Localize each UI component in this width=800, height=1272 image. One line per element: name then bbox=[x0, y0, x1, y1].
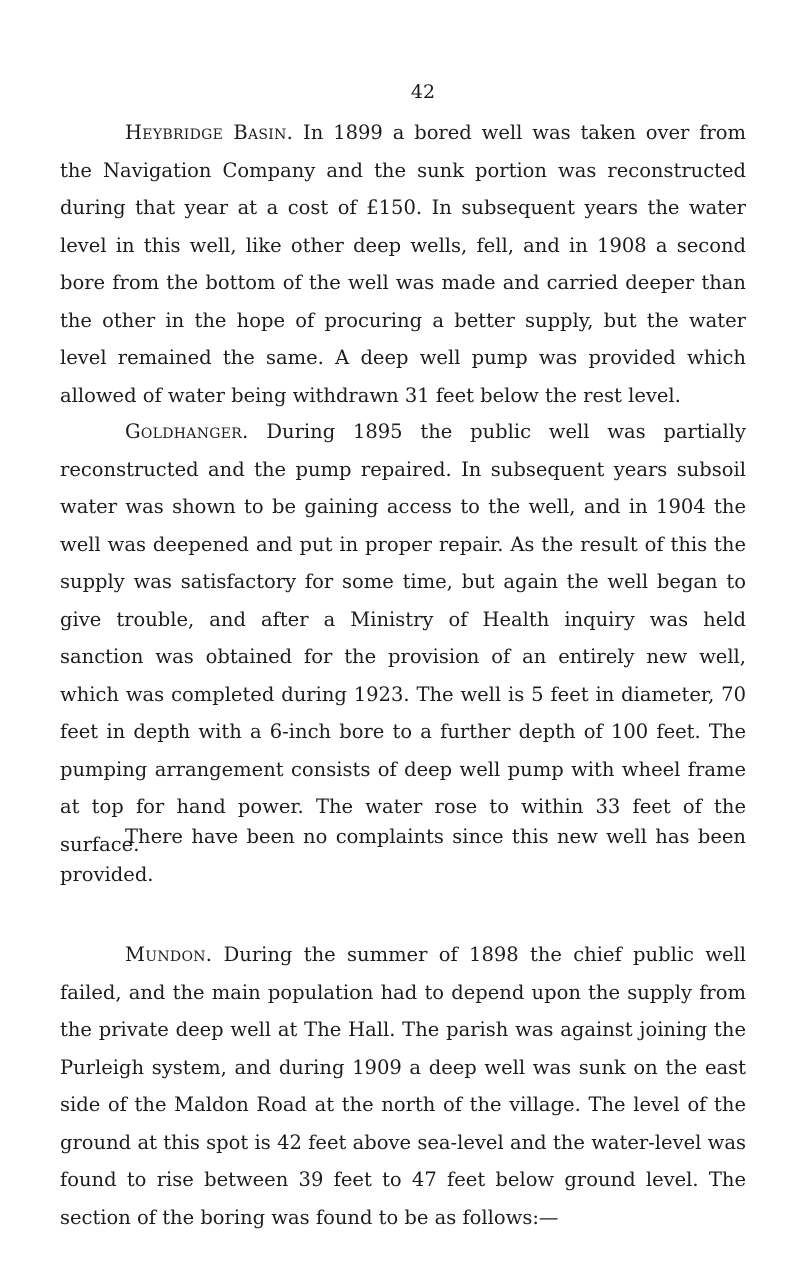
paragraph-body: In 1899 a bored well was taken over from the Navigation Company and the sunk portion was reconstructed during that year at a cost of £150. In subsequent years the water level in this well, like other deep wells, fell, and in 1908 a second bore from the bottom of the well was made and carried deeper than the other in the hope of procuring a better supply, but the water level remained the same. A deep well pump was provided which allowed of water being withdrawn 31 feet below the rest level. bbox=[60, 121, 746, 407]
page-number: 42 bbox=[410, 81, 436, 103]
paragraph-body: During the summer of 1898 the chief public well failed, and the main population had to depend upon the supply from the private deep well at The Hall. The parish was against joining the Purleigh system, and during 1909 a deep well was sunk on the east side of the Maldon Road at the north of the village. The level of the ground at this spot is 42 feet above sea-level and the water-level was found to rise between 39 feet to 47 feet below ground level. The section of the boring was found to be as follows:— bbox=[60, 943, 747, 1229]
paragraph-mundon bbox=[60, 936, 746, 1236]
place-heading: Mundon. bbox=[125, 943, 213, 966]
paragraph-body: There have been no complaints since this new well has been provided. bbox=[60, 825, 746, 886]
paragraph-heybridge-basin bbox=[60, 114, 746, 414]
document-page bbox=[60, 0, 746, 1272]
paragraph-no-complaints bbox=[60, 818, 746, 893]
place-heading: Heybridge Basin. bbox=[125, 121, 294, 144]
place-heading: Goldhanger. bbox=[125, 420, 249, 443]
paragraph-goldhanger bbox=[60, 413, 746, 863]
paragraph-body: During 1895 the public well was partially reconstructed and the pump repaired. In subsequent years subsoil water was shown to be gaining access to the well, and in 1904 the well was deepened and put in proper repair. As the result of this the supply was satisfactory for some time, but again the well began to give trouble, and after a Ministry of Health inquiry was held sanction was obtained for the provision of an entirely new well, which was completed during 1923. The well is 5 feet in diameter, 70 feet in depth with a 6-inch bore to a further depth of 100 feet. The pumping arrangement consists of deep well pump with wheel frame at top for hand power. The water rose to within 33 feet of the surface. bbox=[60, 420, 747, 856]
